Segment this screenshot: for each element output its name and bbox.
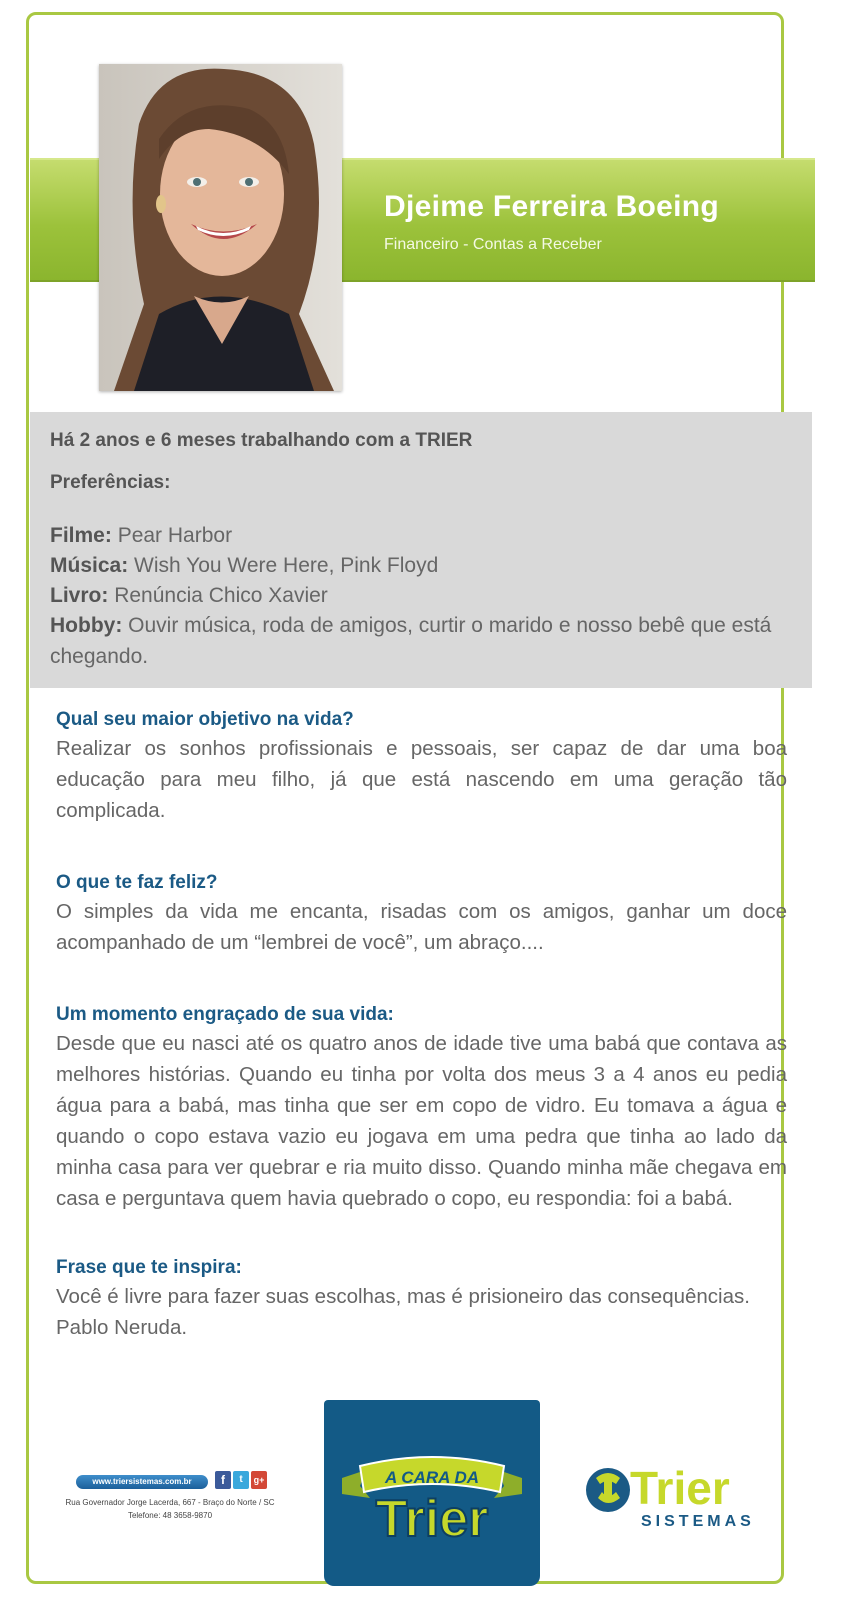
footer-contact <box>60 1467 280 1527</box>
tenure-text: Há 2 anos e 6 meses trabalhando com a TRIER <box>50 430 473 451</box>
facebook-icon[interactable]: f <box>215 1471 231 1489</box>
pref-hobby: Hobby: Ouvir música, roda de amigos, curtir o marido e nosso bebê que está chegando. <box>50 614 772 668</box>
question-quote: Frase que te inspira: <box>56 1257 242 1278</box>
google-plus-icon[interactable]: g+ <box>251 1471 267 1489</box>
question-goal: Qual seu maior objetivo na vida? <box>56 709 354 730</box>
employee-name: Djeime Ferreira Boeing <box>384 190 720 223</box>
preferences-box <box>30 412 812 688</box>
badge-emblem-icon <box>324 1400 540 1586</box>
question-happy: O que te faz feliz? <box>56 872 218 893</box>
svg-text:Trier: Trier <box>375 1490 489 1548</box>
svg-text:Trier: Trier <box>630 1462 730 1514</box>
question-funny-moment: Um momento engraçado de sua vida: <box>56 1004 394 1025</box>
quote-author: Pablo Neruda. <box>56 1316 188 1339</box>
trier-sistemas-logo <box>586 1460 786 1530</box>
website-link[interactable]: www.triersistemas.com.br <box>76 1475 208 1489</box>
answer-happy: O simples da vida me encanta, risadas com os amigos, ganhar um doce acompanhado de um “lembrei de você”, um abraço.... <box>56 900 787 954</box>
answer-quote: Você é livre para fazer suas escolhas, mas é prisioneiro das consequências. <box>56 1285 750 1308</box>
svg-text:SISTEMAS: SISTEMAS <box>641 1513 755 1530</box>
pref-book: Livro: Renúncia Chico Xavier <box>50 584 328 607</box>
pref-music: Música: Wish You Were Here, Pink Floyd <box>50 554 439 577</box>
twitter-icon[interactable]: t <box>233 1471 249 1489</box>
svg-text:A CARA DA: A CARA DA <box>384 1468 480 1487</box>
answer-goal: Realizar os sonhos profissionais e pessoais, ser capaz de dar uma boa educação para meu filho, já que está nascendo em uma geração tão complicada. <box>56 737 787 822</box>
a-cara-da-trier-badge <box>324 1400 540 1586</box>
pref-movie: Filme: Pear Harbor <box>50 524 233 547</box>
profile-photo <box>99 64 342 391</box>
footer-address: Rua Governador Jorge Lacerda, 667 - Braço do Norte / SC Telefone: 48 3658-9870 <box>65 1498 275 1520</box>
trier-logo-icon <box>586 1460 786 1530</box>
preferences-heading: Preferências: <box>50 472 171 493</box>
answer-funny-moment: Desde que eu nasci até os quatro anos de idade tive uma babá que contava as melhores histórias. Quando eu tinha por volta dos meus 3 a 4 anos eu pedia água para a babá, mas tinha que ser em copo de vidro. Eu tomava a água e quando o copo estava vazio eu jogava em uma pedra que tinha ao lado da minha casa para ver quebrar e ria muito disso. Quando minha mãe chegava em casa e perguntava quem havia quebrado o copo, eu respondia: foi a babá. <box>56 1032 787 1210</box>
employee-role: Financeiro - Contas a Receber <box>384 236 602 253</box>
